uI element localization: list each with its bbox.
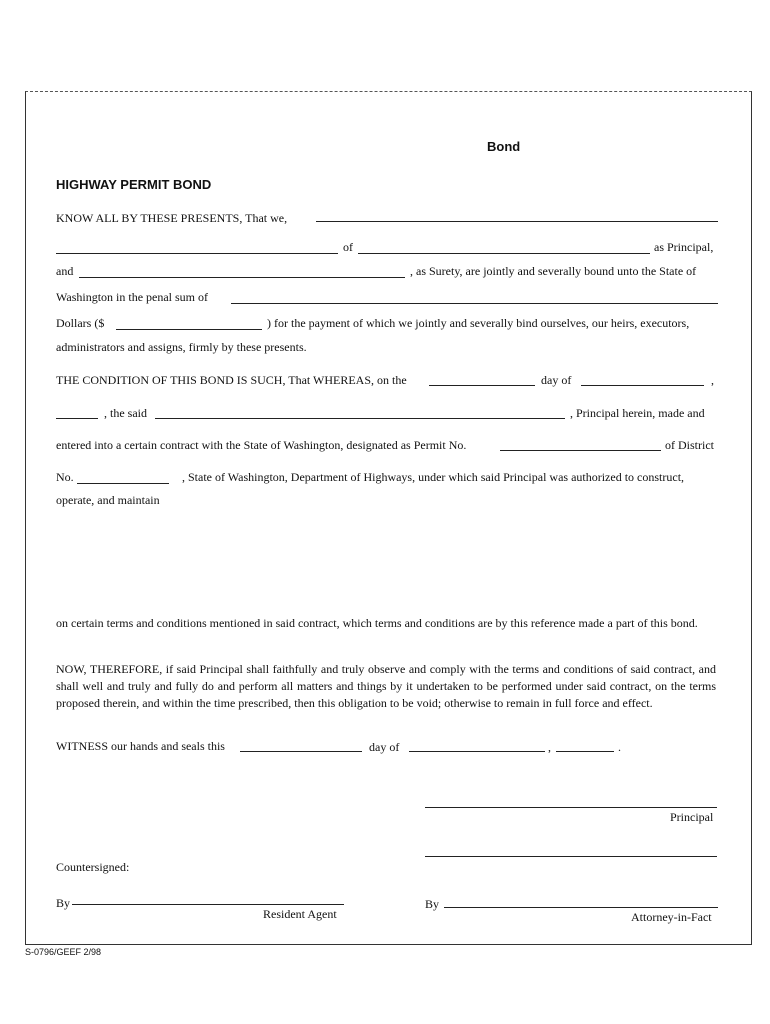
form-number: S-0796/GEEF 2/98 <box>25 947 102 957</box>
witness-month-field[interactable] <box>409 751 545 752</box>
resident-agent-label: Resident Agent <box>263 907 337 921</box>
witness-day-field[interactable] <box>240 751 362 752</box>
principal-herein-text: , Principal herein, made and <box>570 406 705 420</box>
said-principal-field[interactable] <box>155 418 565 419</box>
comma-text: , <box>711 373 714 387</box>
resident-agent-signature-line[interactable] <box>72 904 344 905</box>
penal-sum-words-field[interactable] <box>231 303 718 304</box>
district-number-field[interactable] <box>77 483 169 484</box>
permit-number-field[interactable] <box>500 450 661 451</box>
countersigned-label: Countersigned: <box>56 860 130 874</box>
witness-period-text: . <box>618 740 621 754</box>
now-therefore-paragraph: NOW, THEREFORE, if said Principal shall faithfully and truly observe and comply with the terms and conditions of said contract, and shall well and truly and fully do and perform all matters and things by it undertaken to be performed under said contract, on the terms proposed therein, and within the time prescribed, then this obligation to be void; otherwise to remain in full force and effect. <box>56 662 716 710</box>
dollars-text: Dollars ($ <box>56 316 105 330</box>
and-text: and <box>56 264 74 278</box>
bond-title: Bond <box>487 139 521 154</box>
terms-paragraph: on certain terms and conditions mentioned in said contract, which terms and conditions are by this reference made a part of this bond. <box>56 616 698 630</box>
condition-day-field[interactable] <box>429 385 535 386</box>
principal-name-field[interactable] <box>316 221 718 222</box>
know-all-text: KNOW ALL BY THESE PRESENTS, That we, <box>56 211 288 225</box>
as-surety-text: , as Surety, are jointly and severally bound unto the State of <box>410 264 697 278</box>
principal-label: Principal <box>670 810 714 824</box>
of-text: of <box>343 240 353 254</box>
witness-day-of-text: day of <box>369 740 400 754</box>
condition-year-field[interactable] <box>56 418 98 419</box>
surety-name-field[interactable] <box>79 277 405 278</box>
day-of-text: day of <box>541 373 572 387</box>
attorney-signature-line[interactable] <box>444 907 718 908</box>
department-text: , State of Washington, Department of Highways, under which said Principal was authorized to construct, <box>182 470 685 484</box>
of-district-text: of District <box>665 438 714 452</box>
principal-address-field[interactable] <box>358 253 650 254</box>
form-title: HIGHWAY PERMIT BOND <box>56 177 212 192</box>
entered-into-text: entered into a certain contract with the State of Washington, designated as Permit No. <box>56 438 467 452</box>
attorney-label: Attorney-in-Fact <box>631 910 712 924</box>
witness-comma-text: , <box>548 740 551 754</box>
witness-text: WITNESS our hands and seals this <box>56 739 225 753</box>
penal-sum-text: Washington in the penal sum of <box>56 290 209 304</box>
the-said-text: , the said <box>104 406 147 420</box>
condition-text: THE CONDITION OF THIS BOND IS SUCH, That WHEREAS, on the <box>56 373 407 387</box>
principal-signature-line[interactable] <box>425 807 717 808</box>
condition-month-field[interactable] <box>581 385 704 386</box>
principal-name-field-2[interactable] <box>56 253 338 254</box>
payment-text: ) for the payment of which we jointly and severally bind ourselves, our heirs, executors, <box>267 316 690 330</box>
operate-text: operate, and maintain <box>56 493 160 507</box>
witness-year-field[interactable] <box>556 751 614 752</box>
principal-signature-line-2[interactable] <box>425 856 717 857</box>
as-principal-text: as Principal, <box>654 240 714 254</box>
dollar-amount-field[interactable] <box>116 329 262 330</box>
by-left-label: By <box>56 896 71 910</box>
administrators-text: administrators and assigns, firmly by these presents. <box>56 340 307 354</box>
by-right-label: By <box>425 897 440 911</box>
no-text: No. <box>56 470 74 484</box>
